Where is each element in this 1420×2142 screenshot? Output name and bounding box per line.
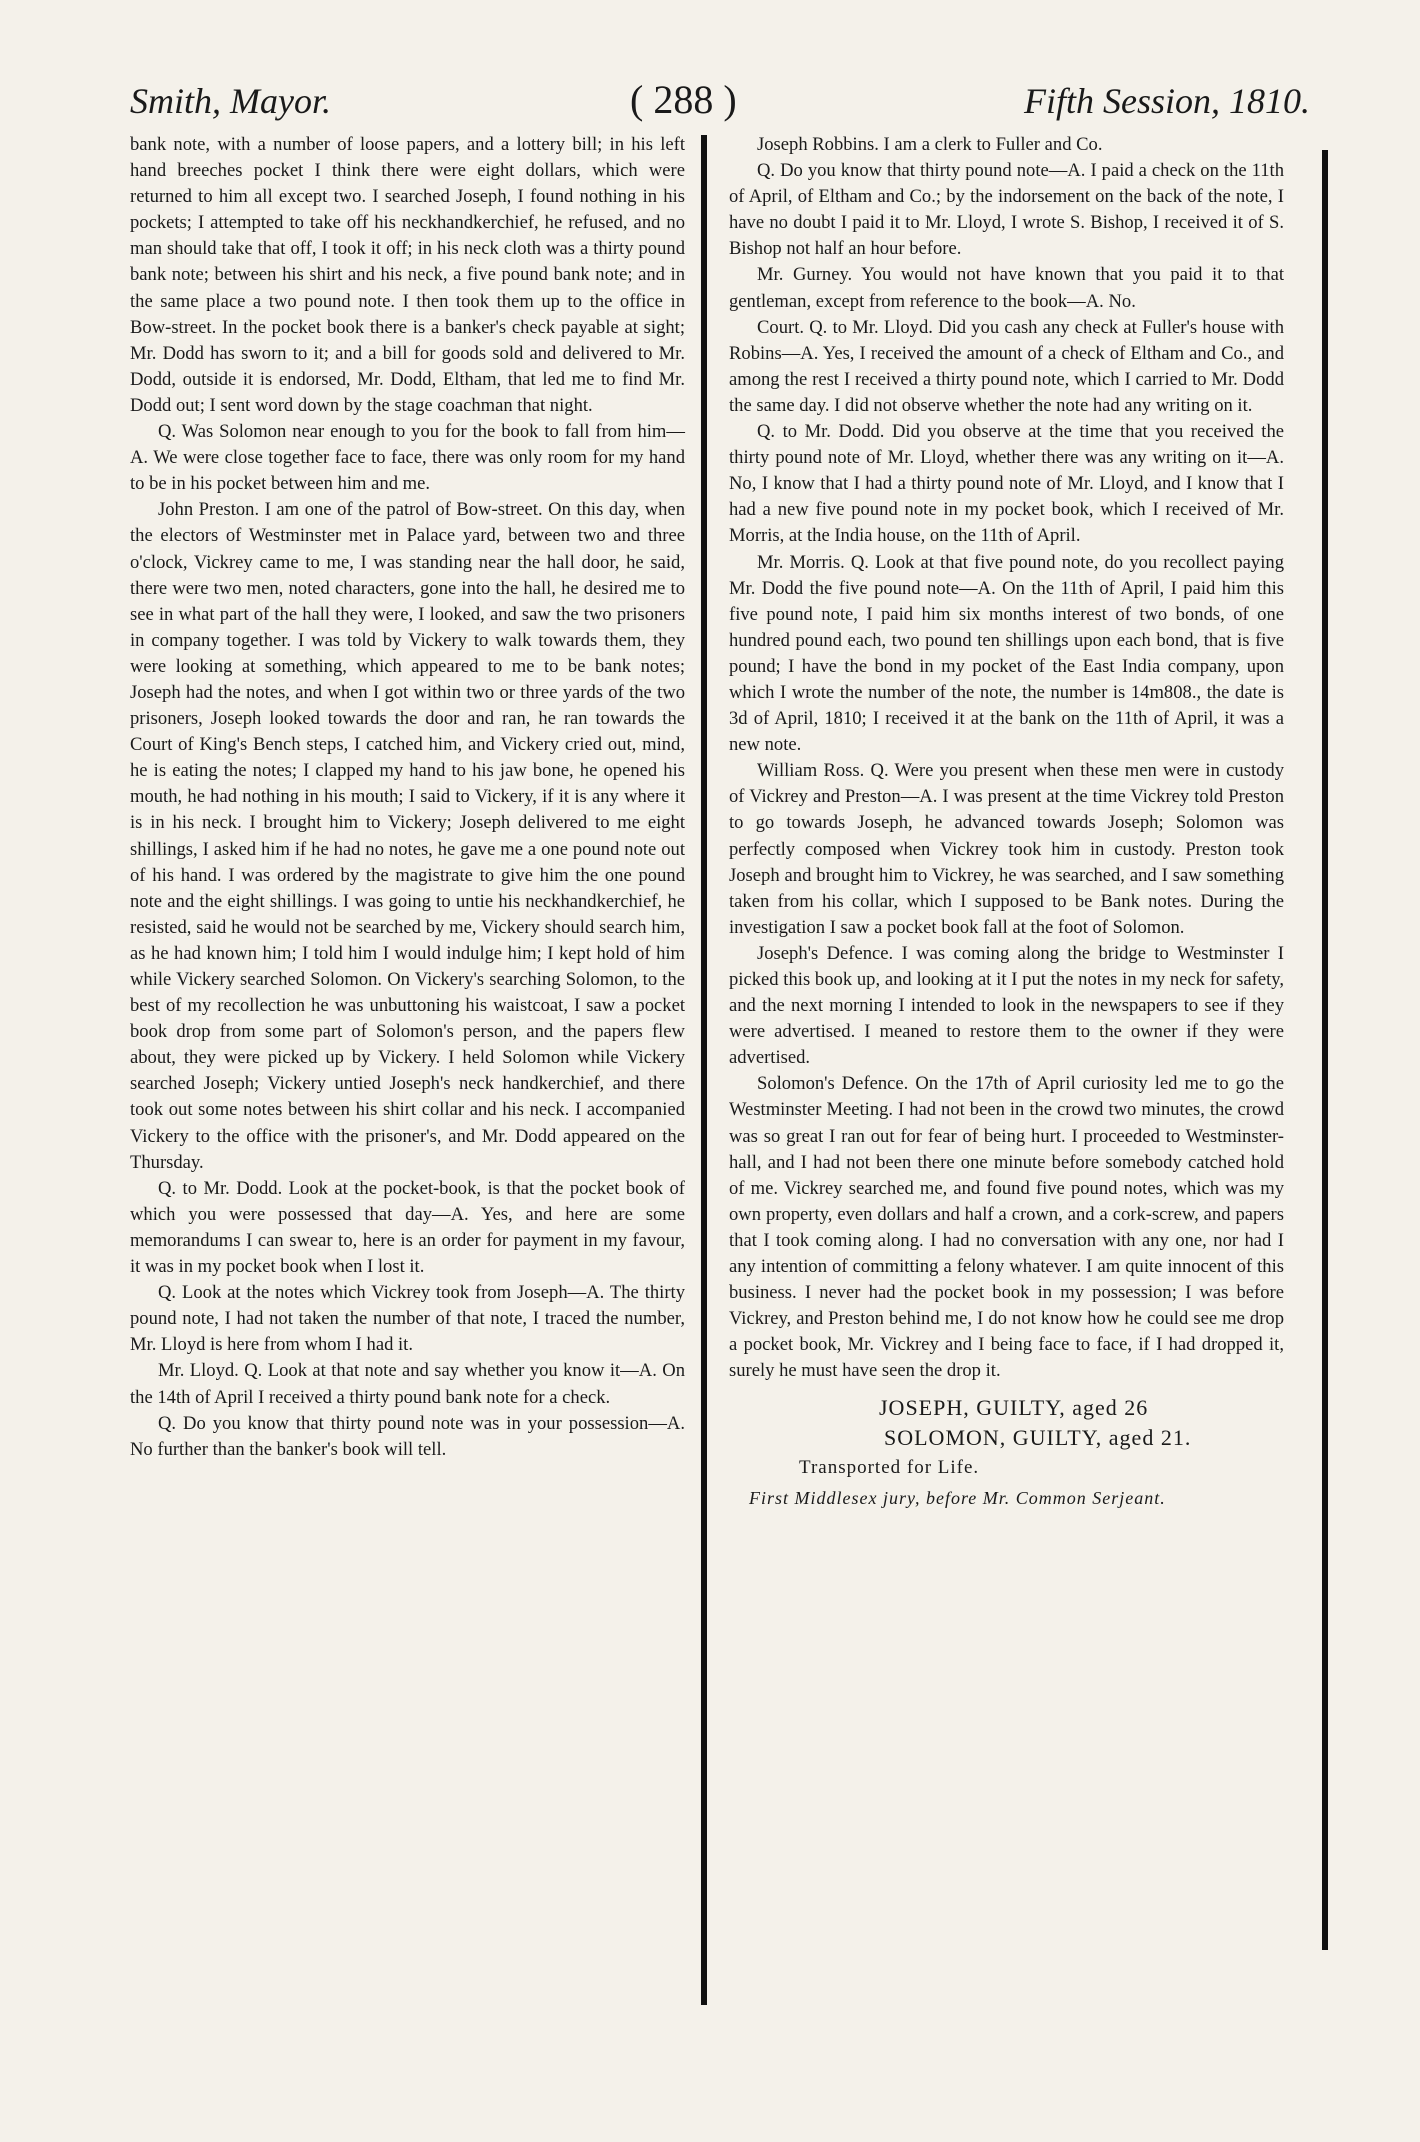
paragraph: John Preston. I am one of the patrol of Bow-street. On this day, when the electors of Westminster met in Palace yard, between two and three o'clock, Vickrey came to me, I was standing near the hall door, he said, there were two men, noted characters, gone into the hall, he desired me to see in what part of the hall they were, I looked, and saw the two prisoners in company together. I was told by Vickery to walk towards them, they were looking at something, which appeared to me to be bank notes; Joseph had the notes, and when I got within two or three yards of the two prisoners, Joseph looked towards the door and ran, he ran towards the Court of King's Bench steps, I catched him, and Vickery cried out, mind, he is eating the notes; I clapped my hand to his jaw bone, he opened his mouth, he had nothing in his mouth; I said to Vickery, if it is any where it is in his neck. I brought him to Vickery; Joseph delivered to me eight shillings, I asked him if he had no notes, he gave me a one pound note out of his hand. I was ordered by the magistrate to give him the one pound note and the eight shillings. I was going to untie his neckhandkerchief, he resisted, said he would not be searched by me, Vickery should search him, as he had known him; I told him I would indulge him; I kept hold of him while Vickery searched Solomon. On Vickery's searching Solomon, to the best of my recollection he was unbuttoning his waistcoat, I saw a pocket book drop from some part of Solomon's person, and the papers flew about, they were picked up by Vickery. I held Solomon while Vickery searched Joseph; Vickery untied Joseph's neck handkerchief, and there took out some notes between his shirt collar and his neck. I accompanied Vickery to the office with the prisoner's, and Mr. Dodd appeared on the Thursday.: [130, 499, 685, 1173]
paragraph: Solomon's Defence. On the 17th of April curiosity led me to go the Westminster Meeting. I had not been in the crowd two minutes, the crowd was so great I ran out for fear of being hurt. I proceeded to Westminster-hall, and I had not been there one minute before somebody catched hold of me. Vickrey searched me, and found five pound notes, which was my own property, even dollars and half a crown, and a cork-screw, and papers that I took coming along. I had no conversation with any one, nor had I any intention of committing a felony whatever. I am quite innocent of this business. I never had the pocket book in my possession; I was before Vickrey, and Preston behind me, I do not know how he could see me drop a pocket book, Mr. Vickrey and I being face to face, if I had dropped it, surely he must have seen the drop it.: [729, 1073, 1284, 1382]
right-column: [729, 132, 1284, 1513]
header-right: Fifth Session, 1810.: [1024, 81, 1310, 121]
sentence-line: Transported for Life.: [799, 1456, 980, 1478]
paragraph: bank note, with a number of loose papers, and a lottery bill; in his left hand breeches pocket I think there were eight dollars, which were returned to him all except two. I searched Joseph, I found nothing in his pockets; I attempted to take off his neckhandkerchief, he refused, and no man should take that off, I took it off; in his neck cloth was a thirty pound bank note; between his shirt and his neck, a five pound bank note; and in the same place a two pound note. I then took them up to the office in Bow-street. In the pocket book there is a banker's check payable at sight; Mr. Dodd has sworn to it; and a bill for goods sold and delivered to Mr. Dodd, outside it is endorsed, Mr. Dodd, Eltham, that led me to find Mr. Dodd out; I sent word down by the stage coachman that night.: [130, 134, 685, 416]
verdict-line: JOSEPH, GUILTY, aged 26: [879, 1394, 1149, 1420]
paragraph: Joseph Robbins. I am a clerk to Fuller and Co.: [757, 134, 1103, 155]
column-divider: [701, 135, 707, 2005]
paragraph: Q. Do you know that thirty pound note—A. I paid a check on the 11th of April, of Eltham and Co.; by the indorsement on the back of the note, I have no doubt I paid it to Mr. Lloyd, I wrote S. Bishop, I received it of S. Bishop not half an hour before.: [729, 160, 1284, 260]
verdict-line: SOLOMON, GUILTY, aged 21.: [884, 1424, 1192, 1450]
header-left: Smith, Mayor.: [130, 81, 331, 121]
paragraph: Joseph's Defence. I was coming along the bridge to Westminster I picked this book up, and looking at it I put the notes in my neck for safety, and the next morning I intended to look in the newspapers to see if they were advertised. I meaned to restore them to the owner if they were advertised.: [729, 942, 1284, 1069]
page-header: [130, 72, 1310, 132]
paragraph: Court. Q. to Mr. Lloyd. Did you cash any check at Fuller's house with Robins—A. Yes, I received the amount of a check of Eltham and Co., and among the rest I received a thirty pound note, which I carried to Mr. Dodd the same day. I did not observe whether the note had any writing on it.: [729, 316, 1284, 416]
paragraph: Q. Was Solomon near enough to you for the book to fall from him—A. We were close together face to face, there was only room for my hand to be in his pocket between him and me.: [130, 421, 685, 495]
paragraph: William Ross. Q. Were you present when these men were in custody of Vickrey and Preston—A. I was present at the time Vickrey told Preston to go towards Joseph, he advanced towards Joseph; Solomon was perfectly composed when Vickrey took him in custody. Preston took Joseph and brought him to Vickrey, he was searched, and I saw something taken from his collar, which I supposed to be Bank notes. During the investigation I saw a pocket book fall at the foot of Solomon.: [729, 760, 1284, 938]
paragraph: Q. to Mr. Dodd. Look at the pocket-book, is that the pocket book of which you were possessed that day—A. Yes, and here are some memorandums I can swear to, here is an order for payment in my favour, it was in my pocket book when I lost it.: [130, 1177, 685, 1278]
paragraph: Mr. Lloyd. Q. Look at that note and say whether you know it—A. On the 14th of April I received a thirty pound bank note for a check.: [130, 1360, 685, 1408]
page-edge-rule: [1322, 150, 1328, 1950]
paragraph: Mr. Gurney. You would not have known that you paid it to that gentleman, except from reference to the book—A. No.: [729, 264, 1284, 312]
paragraph: Q. Look at the notes which Vickrey took from Joseph—A. The thirty pound note, I had not taken the number of that note, I traced the number, Mr. Lloyd is here from whom I had it.: [130, 1282, 685, 1356]
paragraph: Q. Do you know that thirty pound note was in your possession—A. No further than the banker's book will tell.: [130, 1412, 685, 1460]
verdict-block: [729, 1393, 1284, 1513]
paragraph: Q. to Mr. Dodd. Did you observe at the time that you received the thirty pound note of Mr. Lloyd, whether there was any writing on it—A. No, I know that I had a thirty pound note of Mr. Lloyd, and I know that I had a new five pound note in my pocket book, which I received of Mr. Morris, at the India house, on the 11th of April.: [729, 421, 1284, 547]
jury-line: First Middlesex jury, before Mr. Common Serjeant.: [749, 1487, 1166, 1508]
paragraph: Mr. Morris. Q. Look at that five pound note, do you recollect paying Mr. Dodd the five pound note—A. On the 11th of April, I paid him this five pound note, I paid him six months interest of two bonds, of one hundred pound each, two pound ten shillings upon each bond, that is five pound; I have the bond in my pocket of the East India company, upon which I wrote the number of the note, the number is 14m808., the date is 3d of April, 1810; I received it at the bank on the 11th of April, it was a new note.: [729, 551, 1284, 756]
page-number: ( 288 ): [630, 77, 737, 122]
left-column: [130, 132, 685, 1463]
